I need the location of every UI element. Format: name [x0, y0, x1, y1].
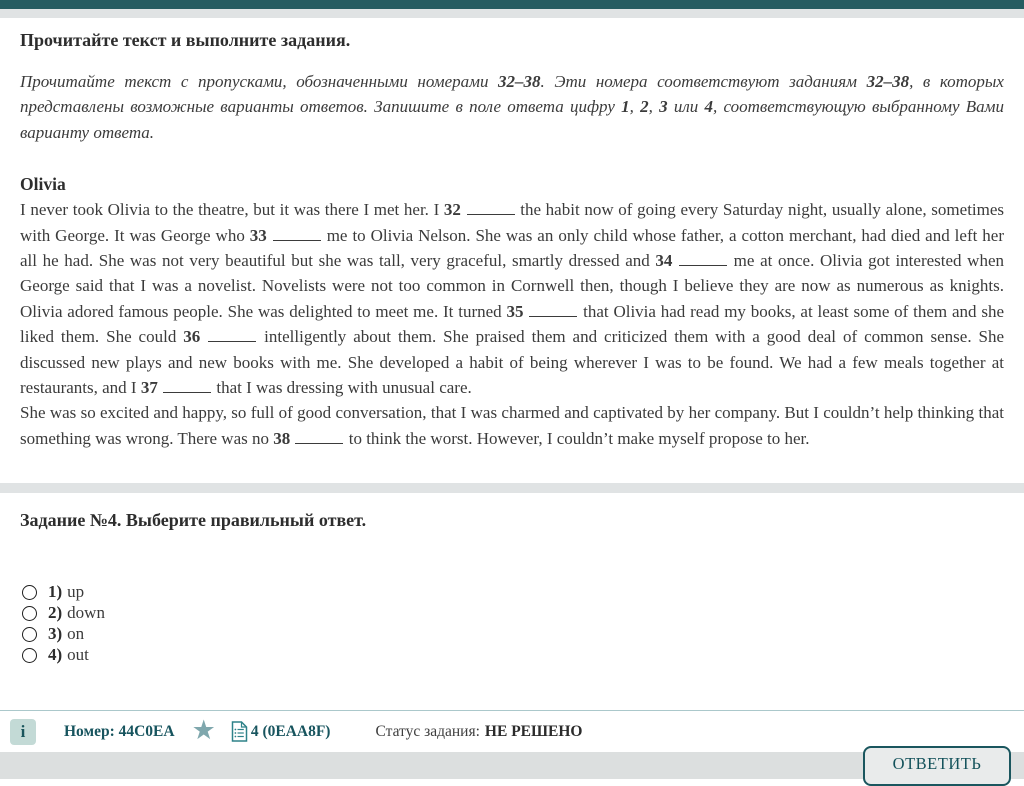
answer-options	[20, 582, 1004, 665]
task-instruction: Прочитайте текст с пропусками, обозначенными номерами 32–38. Эти номера соответствуют заданиям 32–38, в которых представлены возможные варианты ответов. Запишите в поле ответа цифру 1, 2, 3 или 4, соответствующую выбранному Вами варианту ответа.	[20, 72, 1005, 142]
option-number: 1)	[48, 582, 63, 601]
option-number: 3)	[48, 624, 63, 643]
story-text	[20, 197, 1004, 451]
option-label: out	[67, 645, 89, 664]
radio-button[interactable]	[22, 648, 37, 663]
status-value: НЕ РЕШЕНО	[484, 722, 583, 740]
radio-button[interactable]	[22, 606, 37, 621]
task-heading: Прочитайте текст и выполните задания.	[20, 30, 351, 50]
gap-blank	[208, 325, 256, 342]
section-divider	[0, 483, 1024, 493]
gap-blank	[679, 249, 727, 266]
answer-button[interactable]: ОТВЕТИТЬ	[863, 746, 1011, 786]
gap-blank	[273, 223, 321, 240]
answer-option-2[interactable]	[20, 603, 1004, 623]
option-number: 2)	[48, 603, 63, 622]
attachment-label: 4 (0EAA8F)	[250, 722, 331, 740]
top-strip	[0, 9, 1024, 18]
story-paragraph: She was so excited and happy, so full of good conversation, that I was charmed and captivated by her company. But I couldn’t help thinking that something was wrong. There was no 38 to think the worst. However, I couldn’t make myself propose to her.	[20, 403, 1004, 448]
option-label: down	[67, 603, 105, 622]
favorite-star-icon[interactable]: ★	[191, 714, 216, 745]
status-label: Статус задания:	[375, 722, 480, 740]
question-card	[0, 493, 1024, 710]
option-label: up	[67, 582, 85, 601]
gap-blank	[467, 198, 515, 215]
gap-blank	[163, 376, 211, 393]
answer-option-1[interactable]	[20, 582, 1004, 602]
answer-option-4[interactable]	[20, 645, 1004, 665]
info-icon[interactable]: i	[10, 719, 36, 745]
attachment-link[interactable]	[231, 721, 331, 742]
option-number: 4)	[48, 645, 63, 664]
top-window-bar	[0, 0, 1024, 9]
task-status	[375, 723, 582, 741]
story-title: Olivia	[20, 174, 66, 195]
gap-blank	[529, 300, 577, 317]
task-number-label: Номер: 44C0EA	[64, 722, 175, 740]
gap-blank	[295, 427, 343, 444]
question-heading: Задание №4. Выберите правильный ответ.	[20, 510, 367, 530]
reading-task-card	[0, 18, 1024, 483]
option-label: on	[67, 624, 85, 643]
story-paragraph: I never took Olivia to the theatre, but it was there I met her. I 32 the habit now of going every Saturday night, usually alone, sometimes with George. It was George who 33 me to Olivia Nelson. She was an only child whose father, a cotton merchant, had died and left her all he had. She was not very beautiful but she was tall, very graceful, smartly dressed and 34 me at once. Olivia got interested when George said that I was a novelist. Novelists were not too common in Cornwell then, though I believe they are now as numerous as knights. Olivia adored famous people. She was delighted to meet me. It turned 35 that Olivia had read my books, at least some of them and she liked them. She could 36 intelligently about them. She praised them and criticized them with a good deal of common sense. She discussed new plays and new books with me. She developed a habit of being wherever I was to be found. We had a few meals together at restaurants, and I 37 that I was dressing with unusual care.	[20, 197, 1004, 400]
document-icon	[231, 721, 248, 742]
answer-option-3[interactable]	[20, 624, 1004, 644]
radio-button[interactable]	[22, 585, 37, 600]
radio-button[interactable]	[22, 627, 37, 642]
